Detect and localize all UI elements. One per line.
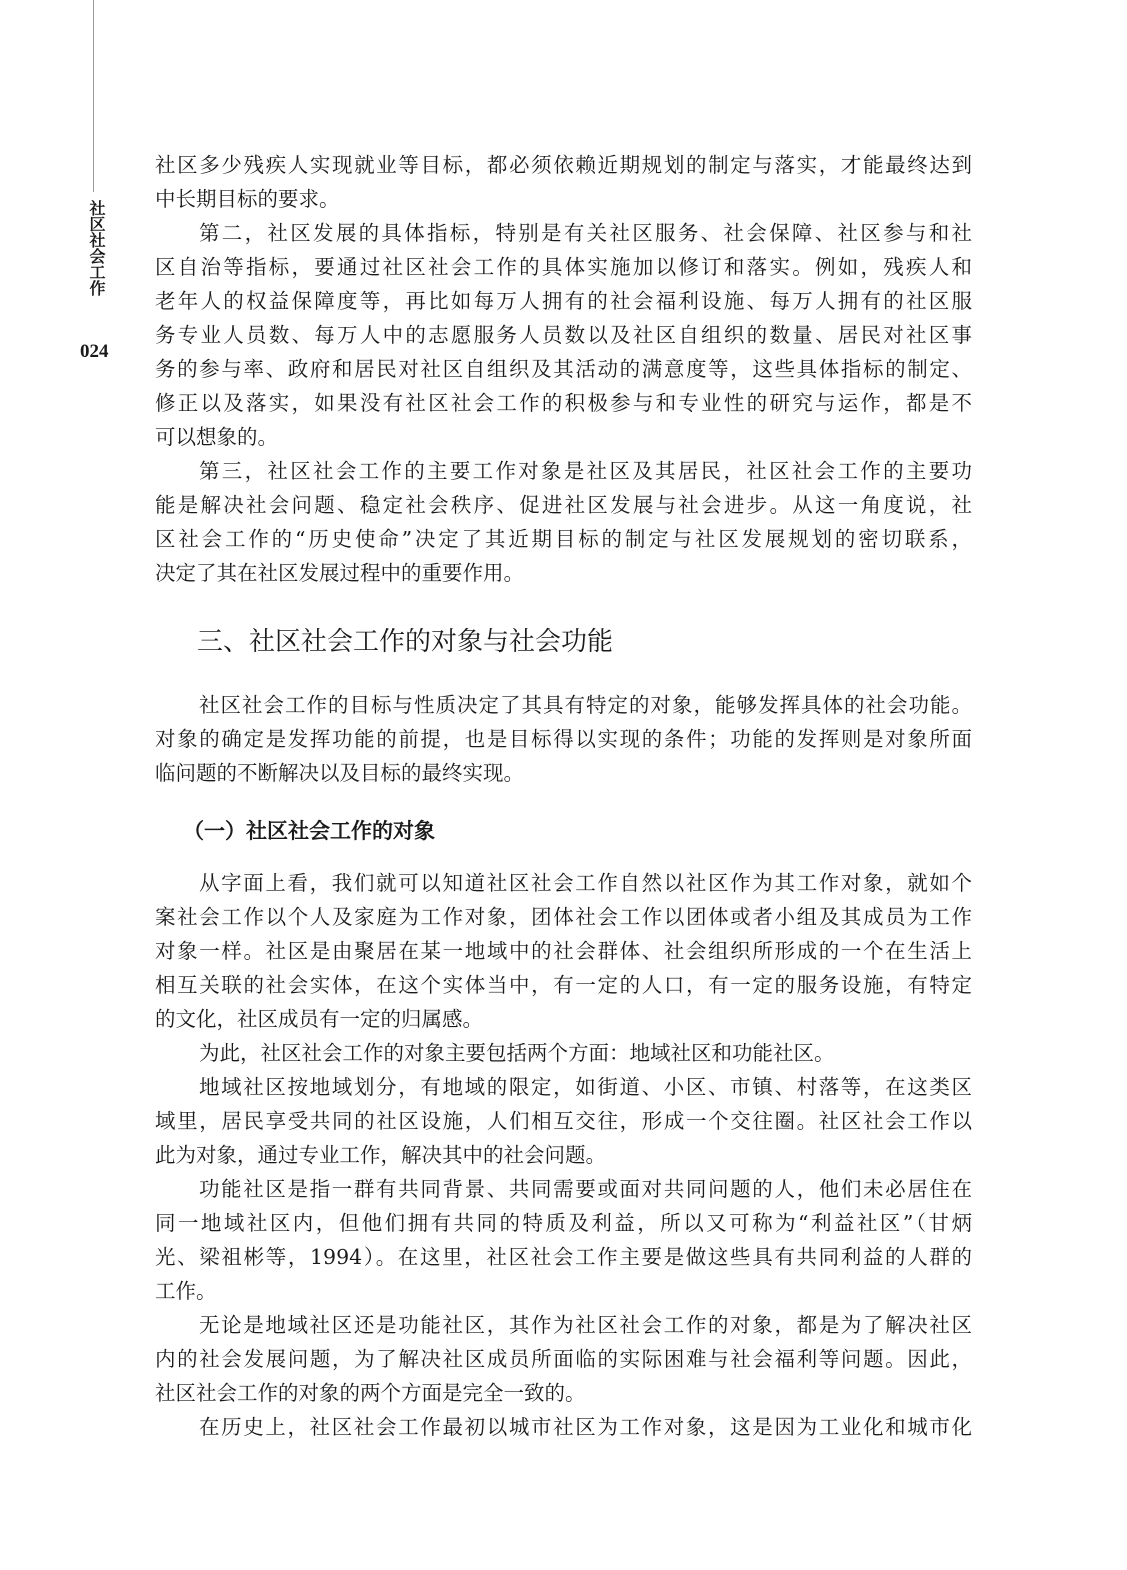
text-line: 案社会工作以个人及家庭为工作对象，团体社会工作以团体或者小组及其成员为工作 <box>155 905 972 929</box>
text-line: 社区多少残疾人实现就业等目标，都必须依赖近期规划的制定与落实，才能最终达到 <box>155 153 972 177</box>
text-line: 可以想象的。 <box>155 425 278 449</box>
text-line: 对象一样。社区是由聚居在某一地域中的社会群体、社会组织所形成的一个在生活上 <box>155 939 972 963</box>
body-text-block <box>155 866 972 1444</box>
text-line: 此为对象，通过专业工作，解决其中的社会问题。 <box>155 1143 606 1167</box>
text-line: 老年人的权益保障度等，再比如每万人拥有的社会福利设施、每万人拥有的社区服 <box>155 289 972 313</box>
text-line: 对象的确定是发挥功能的前提，也是目标得以实现的条件；功能的发挥则是对象所面 <box>155 727 972 751</box>
subsection-heading: （一）社区社会工作的对象 <box>183 818 435 843</box>
text-line: 临问题的不断解决以及目标的最终实现。 <box>155 761 524 785</box>
text-line: 内的社会发展问题，为了解决社区成员所面临的实际困难与社会福利等问题。因此， <box>155 1347 972 1371</box>
text-line: 无论是地域社区还是功能社区，其作为社区社会工作的对象，都是为了解决社区 <box>199 1313 972 1337</box>
text-line: 同一地域社区内，但他们拥有共同的特质及利益，所以又可称为“利益社区”（甘炳 <box>155 1211 972 1235</box>
text-line: 的文化，社区成员有一定的归属感。 <box>155 1007 483 1031</box>
text-line: 社区社会工作的对象的两个方面是完全一致的。 <box>155 1381 586 1405</box>
text-line: 工作。 <box>155 1279 217 1303</box>
text-line: 地域社区按地域划分，有地域的限定，如街道、小区、市镇、村落等，在这类区 <box>199 1075 972 1099</box>
text-line: 中长期目标的要求。 <box>155 187 340 211</box>
text-line: 务专业人员数、每万人中的志愿服务人员数以及社区自组织的数量、居民对社区事 <box>155 323 972 347</box>
section-heading: 三、社区社会工作的对象与社会功能 <box>197 627 614 657</box>
text-line: 域里，居民享受共同的社区设施，人们相互交往，形成一个交往圈。社区社会工作以 <box>155 1109 972 1133</box>
text-line: 光、梁祖彬等，1994）。在这里，社区社会工作主要是做这些具有共同利益的人群的 <box>155 1245 972 1269</box>
text-line: 第三，社区社会工作的主要工作对象是社区及其居民，社区社会工作的主要功 <box>199 459 972 483</box>
text-line: 区自治等指标，要通过社区社会工作的具体实施加以修订和落实。例如，残疾人和 <box>155 255 972 279</box>
running-title: 社区社会工作 <box>87 200 106 296</box>
page-number: 024 <box>80 341 109 362</box>
text-line: 功能社区是指一群有共同背景、共同需要或面对共同问题的人，他们未必居住在 <box>199 1177 972 1201</box>
body-text-block <box>155 688 972 790</box>
text-line: 务的参与率、政府和居民对社区自组织及其活动的满意度等，这些具体指标的制定、 <box>155 357 972 381</box>
text-line: 第二，社区发展的具体指标，特别是有关社区服务、社会保障、社区参与和社 <box>199 221 972 245</box>
text-line: 修正以及落实，如果没有社区社会工作的积极参与和专业性的研究与运作，都是不 <box>155 391 972 415</box>
text-line: 在历史上，社区社会工作最初以城市社区为工作对象，这是因为工业化和城市化 <box>199 1415 972 1439</box>
margin-rule <box>93 0 94 192</box>
text-line: 区社会工作的“历史使命”决定了其近期目标的制定与社区发展规划的密切联系， <box>155 527 972 551</box>
text-line: 为此，社区社会工作的对象主要包括两个方面：地域社区和功能社区。 <box>199 1041 835 1065</box>
body-text-block <box>155 148 972 590</box>
text-line: 社区社会工作的目标与性质决定了其具有特定的对象，能够发挥具体的社会功能。 <box>199 693 972 717</box>
text-line: 能是解决社会问题、稳定社会秩序、促进社区发展与社会进步。从这一角度说，社 <box>155 493 972 517</box>
text-line: 相互关联的社会实体，在这个实体当中，有一定的人口，有一定的服务设施，有特定 <box>155 973 972 997</box>
text-line: 从字面上看，我们就可以知道社区社会工作自然以社区作为其工作对象，就如个 <box>199 871 972 895</box>
text-line: 决定了其在社区发展过程中的重要作用。 <box>155 561 524 585</box>
